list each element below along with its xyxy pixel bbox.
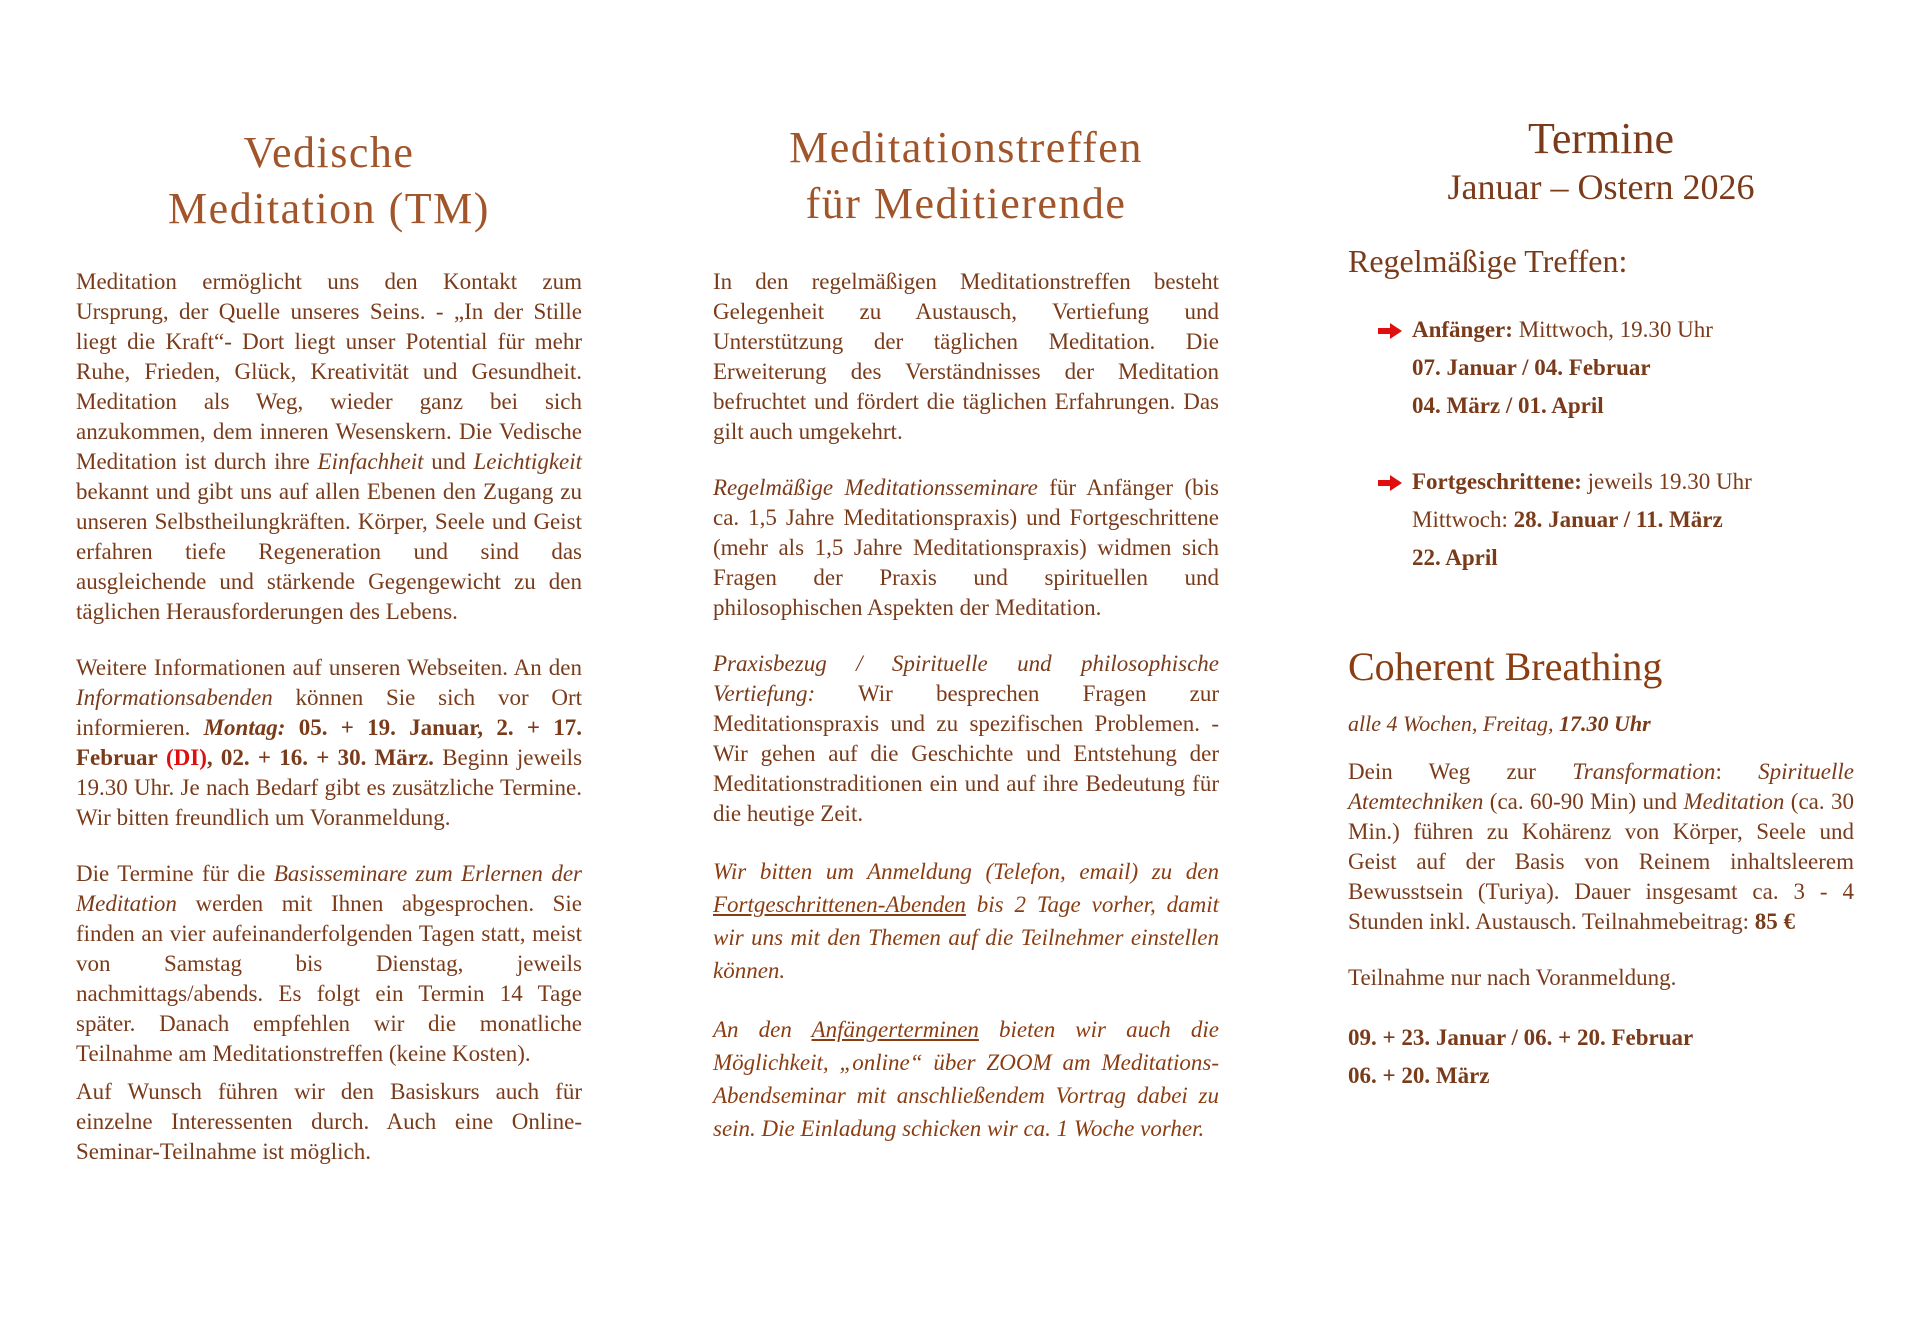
coherent-breathing-description: Dein Weg zur Transformation: Spirituelle Atemtechniken (ca. 60-90 Min) und Meditation (ca. 30 Min.) führen zu Kohärenz von Körper, Seele und Geist auf der Basis von Reinem inhaltsleerem Bewusstsein (Turiya). Dauer insgesamt ca. 3 - 4 Stunden inkl. Austausch. Teilnahmebeitrag: 85 € <box>1348 759 1855 934</box>
tuesday-marker: (DI) <box>166 745 207 770</box>
termine-title: Termine <box>1528 114 1674 163</box>
column-termine <box>1348 0 1854 1095</box>
beginner-schedule: Anfänger: Mittwoch, 19.30 Uhr 07. Januar / 04. Februar 04. März / 01. April <box>1348 311 1854 425</box>
practice-paragraph: Praxisbezug / Spirituelle und philosophische Vertiefung: Wir besprechen Fragen zur Meditationspraxis und zu spezifischen Problemen. - Wir gehen auf die Geschichte und Entstehung der Meditationstraditionen ein und auf ihre Bedeutung für die heutige Zeit. <box>713 651 1219 826</box>
advanced-schedule: Fortgeschrittene: jeweils 19.30 Uhr Mittwoch: 28. Januar / 11. März 22. April <box>1348 463 1854 577</box>
coherent-breathing-frequency: alle 4 Wochen, Freitag, 17.30 Uhr <box>1348 711 1651 736</box>
meetings-intro-paragraph: In den regelmäßigen Meditationstreffen besteht Gelegenheit zu Austausch, Vertiefung und Unterstützung der täglichen Meditation. Die Erweiterung des Verständnisses der Meditation befruchtet und fördert die täglichen Erfahrungen. Das gilt auch umgekehrt. <box>713 269 1219 444</box>
coherent-breathing-dates: 09. + 23. Januar / 06. + 20. Februar 06. + 20. März <box>1348 1025 1694 1088</box>
title-line-1: Meditationstreffen <box>789 123 1143 172</box>
page-title-meditationstreffen <box>713 120 1219 232</box>
title-line-2: Meditation (TM) <box>168 184 490 233</box>
price: 85 € <box>1754 909 1796 934</box>
registration-required: Teilnahme nur nach Voranmeldung. <box>1348 965 1677 990</box>
red-arrow-icon <box>1378 323 1402 339</box>
registration-note: Wir bitten um Anmeldung (Telefon, email) zu den Fortgeschrittenen-Abenden bis 2 Tage vorher, damit wir uns mit den Themen auf die Teilnehmer einstellen können. <box>713 859 1219 983</box>
page-title-vedische <box>76 125 582 237</box>
info-evenings-paragraph: Weitere Informationen auf unseren Webseiten. An den Informationsabenden können Sie sich vor Ort informieren. Montag: 05. + 19. Januar, 2. + 17. Februar (DI), 02. + 16. + 30. März. Beginn jeweils 19.30 Uhr. Je nach Bedarf gibt es zusätzliche Termine. Wir bitten freundlich um Voranmeldung. <box>76 655 583 830</box>
online-note: An den Anfängerterminen bieten wir auch die Möglichkeit, „online“ über ZOOM am Meditations-Abendseminar mit anschließendem Vortrag dabei zu sein. Die Einladung schicken wir ca. 1 Woche vorher. <box>713 1017 1219 1141</box>
basic-seminar-paragraph: Die Termine für die Basisseminare zum Erlernen der Meditation werden mit Ihnen abgesprochen. Sie finden an vier aufeinanderfolgenden Tagen statt, meist von Samstag bis Dienstag, jeweils nachmittags/abends. Es folgt ein Termin 14 Tage später. Danach empfehlen wir die monatliche Teilnahme am Meditationstreffen (keine Kosten). <box>76 861 583 1066</box>
coherent-breathing-heading: Coherent Breathing <box>1348 644 1663 689</box>
regular-meetings-heading: Regelmäßige Treffen: <box>1348 243 1628 279</box>
column-vedische-meditation <box>76 0 582 1167</box>
column-meditationstreffen <box>713 0 1219 1145</box>
red-arrow-icon <box>1378 475 1402 491</box>
seminars-paragraph: Regelmäßige Meditationsseminare für Anfänger (bis ca. 1,5 Jahre Meditationspraxis) und Fortgeschrittene (mehr als 1,5 Jahre Meditationspraxis) widmen sich Fragen der Praxis und spirituellen und philosophischen Aspekten der Meditation. <box>713 475 1219 620</box>
title-line-1: Vedische <box>243 128 415 177</box>
intro-paragraph: Meditation ermöglicht uns den Kontakt zum Ursprung, der Quelle unseres Seins. - „In der Stille liegt die Kraft“- Dort liegt unser Potential für mehr Ruhe, Frieden, Glück, Kreativität und Gesundheit. Meditation als Weg, wieder ganz bei sich anzukommen, dem inneren Wesenskern. Die Vedische Meditation ist durch ihre Einfachheit und Leichtigkeit bekannt und gibt uns auf allen Ebenen den Zugang zu unseren Selbstheilungkräften. Körper, Seele und Geist erfahren tiefe Regeneration und sind das ausgleichende und stärkende Gegengewicht zu den täglichen Herausforderungen des Lebens. <box>76 269 583 624</box>
online-option-paragraph: Auf Wunsch führen wir den Basiskurs auch für einzelne Interessenten durch. Auch eine Online-Seminar-Teilnahme ist möglich. <box>76 1079 582 1164</box>
termine-subtitle: Januar – Ostern 2026 <box>1447 167 1755 207</box>
title-line-2: für Meditierende <box>805 179 1127 228</box>
